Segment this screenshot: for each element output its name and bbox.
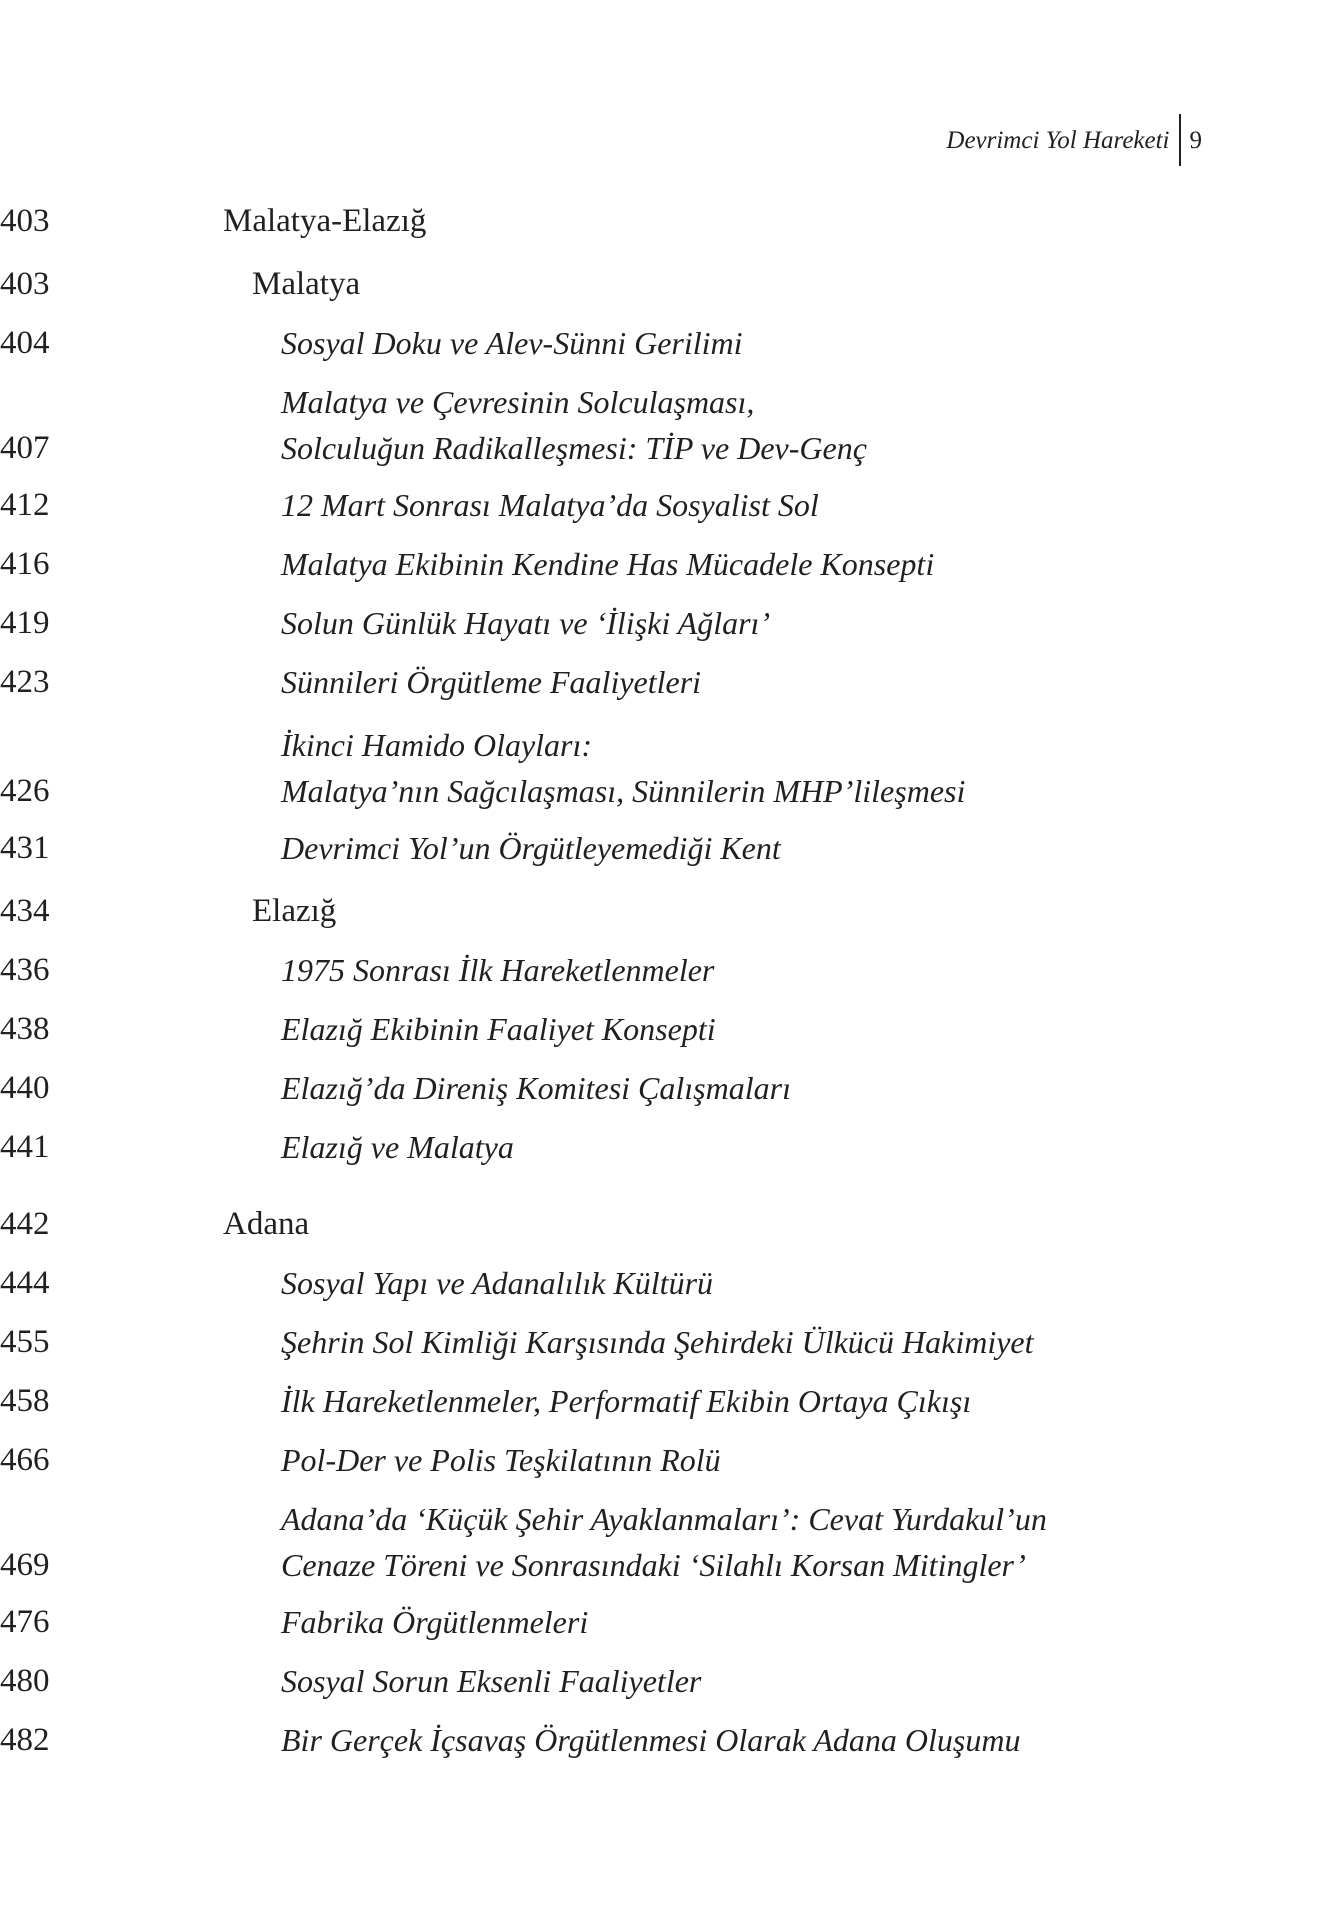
toc-entry-title: Malatya’nın Sağcılaşması, Sünnilerin MHP’lileşmesi: [281, 773, 966, 809]
toc-entry-title: Bir Gerçek İçsavaş Örgütlenmesi Olarak Adana Oluşumu: [281, 1722, 1021, 1758]
toc-entry-title: Sosyal Sorun Eksenli Faaliyetler: [281, 1663, 702, 1699]
toc-entry-title: Malatya-Elazığ: [223, 203, 427, 239]
toc-entry-title: Pol-Der ve Polis Teşkilatının Rolü: [281, 1442, 721, 1478]
toc-entry-title: Solun Günlük Hayatı ve ‘İlişki Ağları’: [281, 605, 771, 641]
toc-entry-title: Cenaze Töreni ve Sonrasındaki ‘Silahlı Korsan Mitingler’: [281, 1547, 1026, 1583]
toc-entry-page-number: 482: [0, 1722, 50, 1758]
toc-entry-page-number: 436: [0, 952, 50, 988]
toc-entry-page-number: 441: [0, 1129, 50, 1165]
toc-entry-page-number: 476: [0, 1604, 50, 1640]
toc-entry-page-number: 426: [0, 773, 50, 809]
toc-entry-page-number: 416: [0, 546, 50, 582]
toc-entry-page-number: 466: [0, 1442, 50, 1478]
toc-entry-page-number: 444: [0, 1265, 50, 1301]
toc-entry-page-number: 438: [0, 1011, 50, 1047]
toc-entry-title: Solculuğun Radikalleşmesi: TİP ve Dev-Genç: [281, 430, 867, 466]
toc-entry-title: Malatya: [252, 266, 361, 302]
toc-entry-page-number: 455: [0, 1324, 50, 1360]
running-header: [946, 122, 1202, 166]
toc-entry-page-number: 442: [0, 1206, 50, 1242]
toc-entry-title: Elazığ’da Direniş Komitesi Çalışmaları: [281, 1070, 791, 1106]
toc-entry-title: Malatya Ekibinin Kendine Has Mücadele Konsepti: [281, 546, 935, 582]
toc-entry-title: Adana: [223, 1206, 310, 1242]
toc-entry-title: Sünnileri Örgütleme Faaliyetleri: [281, 664, 702, 700]
toc-entry-page-number: 419: [0, 605, 50, 641]
running-title: Devrimci Yol Hareketi: [946, 127, 1170, 154]
toc-entry-page-number: 404: [0, 325, 50, 361]
toc-entry-page-number: 458: [0, 1383, 50, 1419]
toc-entry-page-number: 431: [0, 830, 50, 866]
toc-entry-title: Şehrin Sol Kimliği Karşısında Şehirdeki Ülkücü Hakimiyet: [281, 1324, 1034, 1360]
toc-entry-page-number: 423: [0, 664, 50, 700]
toc-entry-page-number: 480: [0, 1663, 50, 1699]
toc-entry-title: İkinci Hamido Olayları:: [281, 727, 593, 763]
toc-entry-title: Sosyal Doku ve Alev-Sünni Gerilimi: [281, 325, 743, 361]
toc-entry-title: İlk Hareketlenmeler, Performatif Ekibin Ortaya Çıkışı: [281, 1383, 972, 1419]
toc-entry-page-number: 434: [0, 893, 50, 929]
toc-entry-page-number: 403: [0, 203, 50, 239]
toc-entry-title: Elazığ Ekibinin Faaliyet Konsepti: [281, 1011, 716, 1047]
page-number: 9: [1189, 127, 1202, 154]
toc-entry-title: Devrimci Yol’un Örgütleyemediği Kent: [281, 830, 781, 866]
toc-entry-page-number: 412: [0, 487, 50, 523]
toc-entry-title: Sosyal Yapı ve Adanalılık Kültürü: [281, 1265, 714, 1301]
toc-entry-page-number: 407: [0, 430, 50, 466]
toc-entry-title: Adana’da ‘Küçük Şehir Ayaklanmaları’: Cevat Yurdakul’un: [281, 1501, 1047, 1537]
toc-entry-title: 12 Mart Sonrası Malatya’da Sosyalist Sol: [281, 487, 819, 523]
toc-entry-title: Elazığ ve Malatya: [281, 1129, 514, 1165]
toc-entry-page-number: 469: [0, 1547, 50, 1583]
toc-entry-title: Fabrika Örgütlenmeleri: [281, 1604, 589, 1640]
toc-entry-title: 1975 Sonrası İlk Hareketlenmeler: [281, 952, 715, 988]
toc-entry-title: Elazığ: [252, 893, 337, 929]
toc-entry-page-number: 403: [0, 266, 50, 302]
toc-entry-title: Malatya ve Çevresinin Solculaşması,: [281, 384, 755, 420]
toc-entry-page-number: 440: [0, 1070, 50, 1106]
